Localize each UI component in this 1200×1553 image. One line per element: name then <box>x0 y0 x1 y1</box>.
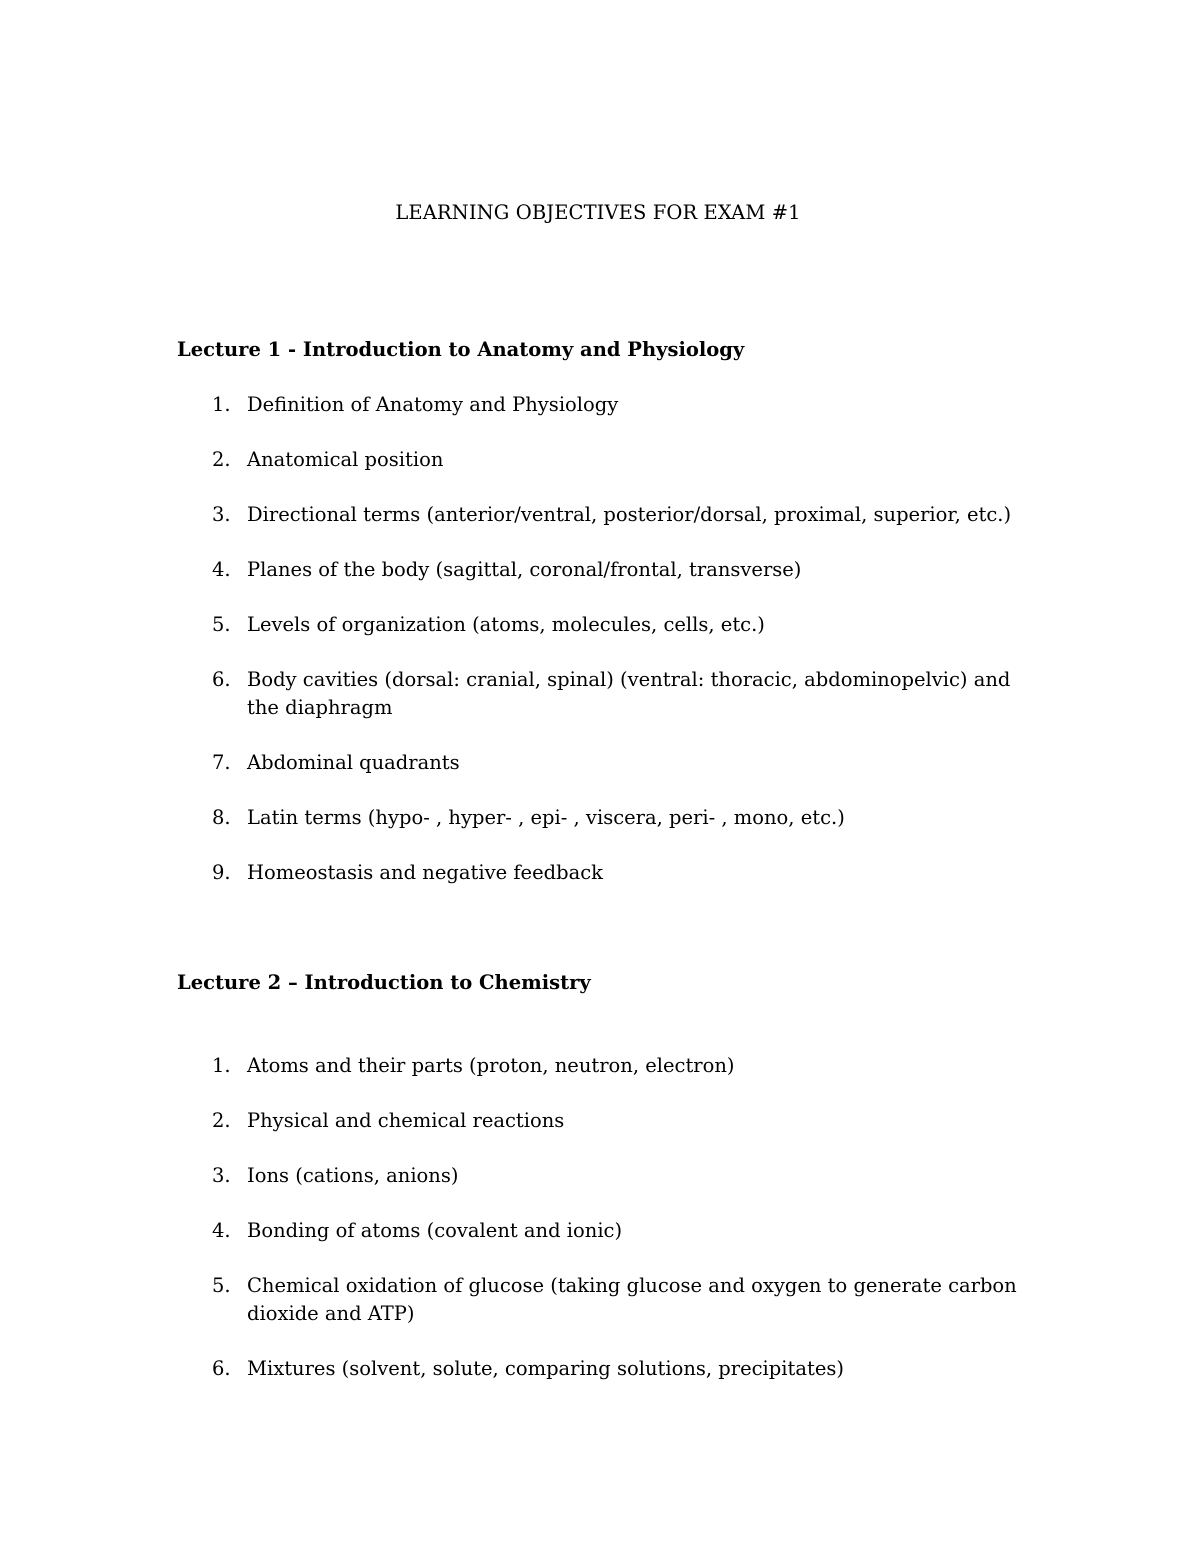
list-item <box>177 804 1037 832</box>
list-item-text: Mixtures (solvent, solute, comparing solutions, precipitates) <box>247 1356 844 1380</box>
list-item <box>177 556 1037 584</box>
list-item-number: 2. <box>212 448 231 471</box>
list-item <box>177 611 1037 639</box>
list-item <box>177 391 1037 419</box>
list-item <box>177 1052 1037 1080</box>
list-item <box>177 446 1037 474</box>
list-item-number: 6. <box>212 1356 231 1380</box>
list-item-number: 3. <box>212 503 231 526</box>
list-item-number: 1. <box>212 1054 231 1077</box>
section-heading-lecture-2: Lecture 2 – Introduction to Chemistry <box>177 971 591 994</box>
list-item <box>177 1355 1037 1383</box>
list-item-number: 4. <box>212 558 231 581</box>
list-item-text: Planes of the body (sagittal, coronal/frontal, transverse) <box>247 558 802 581</box>
list-item-number: 7. <box>212 750 231 774</box>
list-item-number: 6. <box>212 668 231 691</box>
list-item-text: Bonding of atoms (covalent and ionic) <box>247 1219 623 1242</box>
list-item <box>177 666 1037 721</box>
list-item-number: 5. <box>212 1274 231 1297</box>
list-item-text: Atoms and their parts (proton, neutron, electron) <box>247 1054 735 1077</box>
list-item-text: Levels of organization (atoms, molecules, cells, etc.) <box>247 613 765 636</box>
list-item-text: Directional terms (anterior/ventral, posterior/dorsal, proximal, superior, etc.) <box>247 503 1012 526</box>
list-item-number: 4. <box>212 1219 231 1242</box>
list-item-number: 9. <box>212 860 231 884</box>
list-item <box>177 1107 1037 1135</box>
list-item-text: Definition of Anatomy and Physiology <box>247 393 619 416</box>
objective-list-lecture-2 <box>177 1052 1037 1410</box>
list-item-text: Ions (cations, anions) <box>247 1164 459 1187</box>
list-item-text: Homeostasis and negative feedback <box>247 860 603 884</box>
list-item <box>177 749 1037 777</box>
list-item <box>177 1217 1037 1245</box>
list-item-number: 2. <box>212 1109 231 1132</box>
list-item-text: Chemical oxidation of glucose (taking glucose and oxygen to generate carbon dioxide and ATP) <box>247 1274 1017 1325</box>
list-item-text: Latin terms (hypo- , hyper- , epi- , viscera, peri- , mono, etc.) <box>247 805 845 829</box>
list-item <box>177 1162 1037 1190</box>
list-item-number: 3. <box>212 1164 231 1187</box>
list-item <box>177 501 1037 529</box>
list-item <box>177 1272 1037 1327</box>
list-item <box>177 859 1037 887</box>
list-item-text: Body cavities (dorsal: cranial, spinal) (ventral: thoracic, abdominopelvic) and the diaphragm <box>247 668 1011 719</box>
list-item-text: Abdominal quadrants <box>247 750 460 774</box>
list-item-text: Anatomical position <box>247 448 444 471</box>
list-item-number: 1. <box>212 393 231 416</box>
list-item-number: 8. <box>212 805 231 829</box>
list-item-text: Physical and chemical reactions <box>247 1109 565 1132</box>
page-title: LEARNING OBJECTIVES FOR EXAM #1 <box>395 201 801 224</box>
section-heading-lecture-1: Lecture 1 - Introduction to Anatomy and Physiology <box>177 338 745 361</box>
objective-list-lecture-1 <box>177 391 1037 914</box>
list-item-number: 5. <box>212 613 231 636</box>
